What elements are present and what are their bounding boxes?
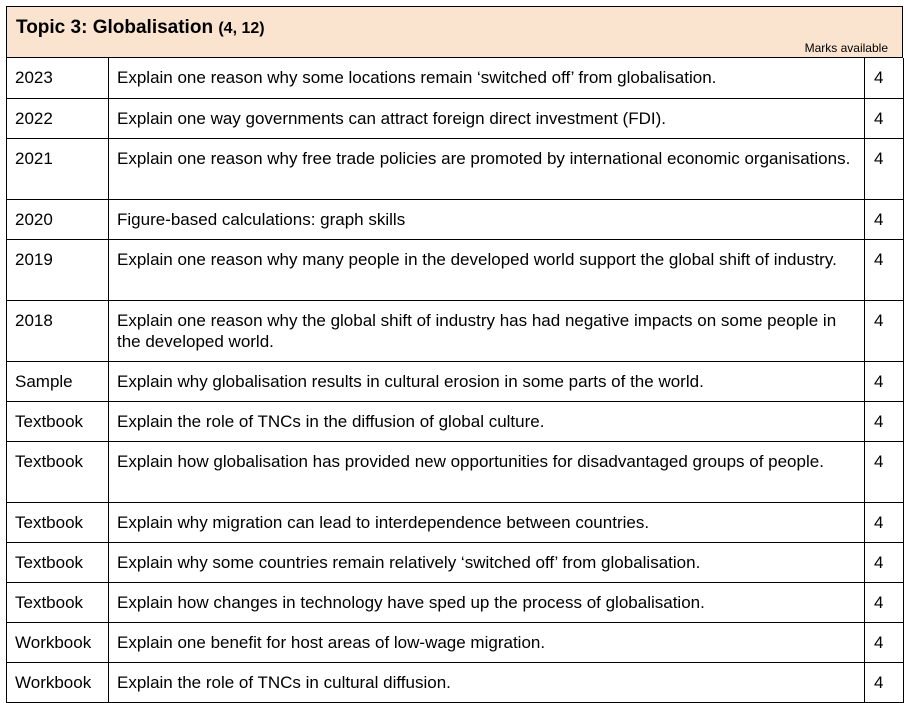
- table-row: [7, 622, 904, 662]
- marks-cell: 4: [865, 662, 904, 702]
- question-cell: Explain one benefit for host areas of low-wage migration.: [109, 622, 865, 662]
- marks-cell: 4: [865, 441, 904, 502]
- question-cell: Explain one reason why many people in the developed world support the global shift of industry.: [109, 239, 865, 300]
- year-cell: Textbook: [7, 582, 109, 622]
- year-cell: 2018: [7, 300, 109, 361]
- question-cell: Explain how changes in technology have sped up the process of globalisation.: [109, 582, 865, 622]
- table-row: [7, 199, 904, 239]
- question-cell: Explain one reason why some locations remain ‘switched off’ from globalisation.: [109, 58, 865, 98]
- question-cell: Explain why some countries remain relatively ‘switched off’ from globalisation.: [109, 542, 865, 582]
- table-row: [7, 98, 904, 138]
- table-row: [7, 401, 904, 441]
- question-cell: Figure-based calculations: graph skills: [109, 199, 865, 239]
- year-cell: Textbook: [7, 502, 109, 542]
- table-row: [7, 239, 904, 300]
- year-cell: 2020: [7, 199, 109, 239]
- year-cell: Textbook: [7, 441, 109, 502]
- question-cell: Explain one reason why free trade policies are promoted by international economic organisations.: [109, 138, 865, 199]
- year-cell: 2019: [7, 239, 109, 300]
- question-cell: Explain one reason why the global shift of industry has had negative impacts on some people in the developed world.: [109, 300, 865, 361]
- marks-cell: 4: [865, 199, 904, 239]
- marks-cell: 4: [865, 542, 904, 582]
- year-cell: Textbook: [7, 542, 109, 582]
- marks-cell: 4: [865, 401, 904, 441]
- table-row: [7, 138, 904, 199]
- table-row: [7, 441, 904, 502]
- year-cell: 2023: [7, 58, 109, 98]
- year-cell: Workbook: [7, 622, 109, 662]
- topic-title-text: Topic 3: Globalisation: [16, 17, 214, 38]
- year-cell: 2021: [7, 138, 109, 199]
- marks-cell: 4: [865, 361, 904, 401]
- table-row: [7, 662, 904, 702]
- year-cell: 2022: [7, 98, 109, 138]
- question-cell: Explain why globalisation results in cultural erosion in some parts of the world.: [109, 361, 865, 401]
- marks-cell: 4: [865, 502, 904, 542]
- marks-cell: 4: [865, 239, 904, 300]
- marks-available-label: Marks available: [804, 41, 888, 55]
- topic-title: [16, 17, 265, 39]
- marks-cell: 4: [865, 622, 904, 662]
- table-row: [7, 58, 904, 98]
- question-cell: Explain the role of TNCs in cultural diffusion.: [109, 662, 865, 702]
- question-cell: Explain the role of TNCs in the diffusion of global culture.: [109, 401, 865, 441]
- year-cell: Sample: [7, 361, 109, 401]
- question-cell: Explain why migration can lead to interdependence between countries.: [109, 502, 865, 542]
- marks-cell: 4: [865, 58, 904, 98]
- table-row: [7, 502, 904, 542]
- question-cell: Explain how globalisation has provided new opportunities for disadvantaged groups of people.: [109, 441, 865, 502]
- table-row: [7, 542, 904, 582]
- marks-cell: 4: [865, 582, 904, 622]
- questions-document: [6, 6, 903, 703]
- year-cell: Workbook: [7, 662, 109, 702]
- topic-header: [6, 6, 903, 58]
- marks-cell: 4: [865, 300, 904, 361]
- table-row: [7, 300, 904, 361]
- marks-cell: 4: [865, 98, 904, 138]
- questions-table: [6, 58, 904, 703]
- table-row: [7, 582, 904, 622]
- marks-cell: 4: [865, 138, 904, 199]
- question-cell: Explain one way governments can attract foreign direct investment (FDI).: [109, 98, 865, 138]
- year-cell: Textbook: [7, 401, 109, 441]
- table-row: [7, 361, 904, 401]
- topic-marks: (4, 12): [218, 20, 265, 37]
